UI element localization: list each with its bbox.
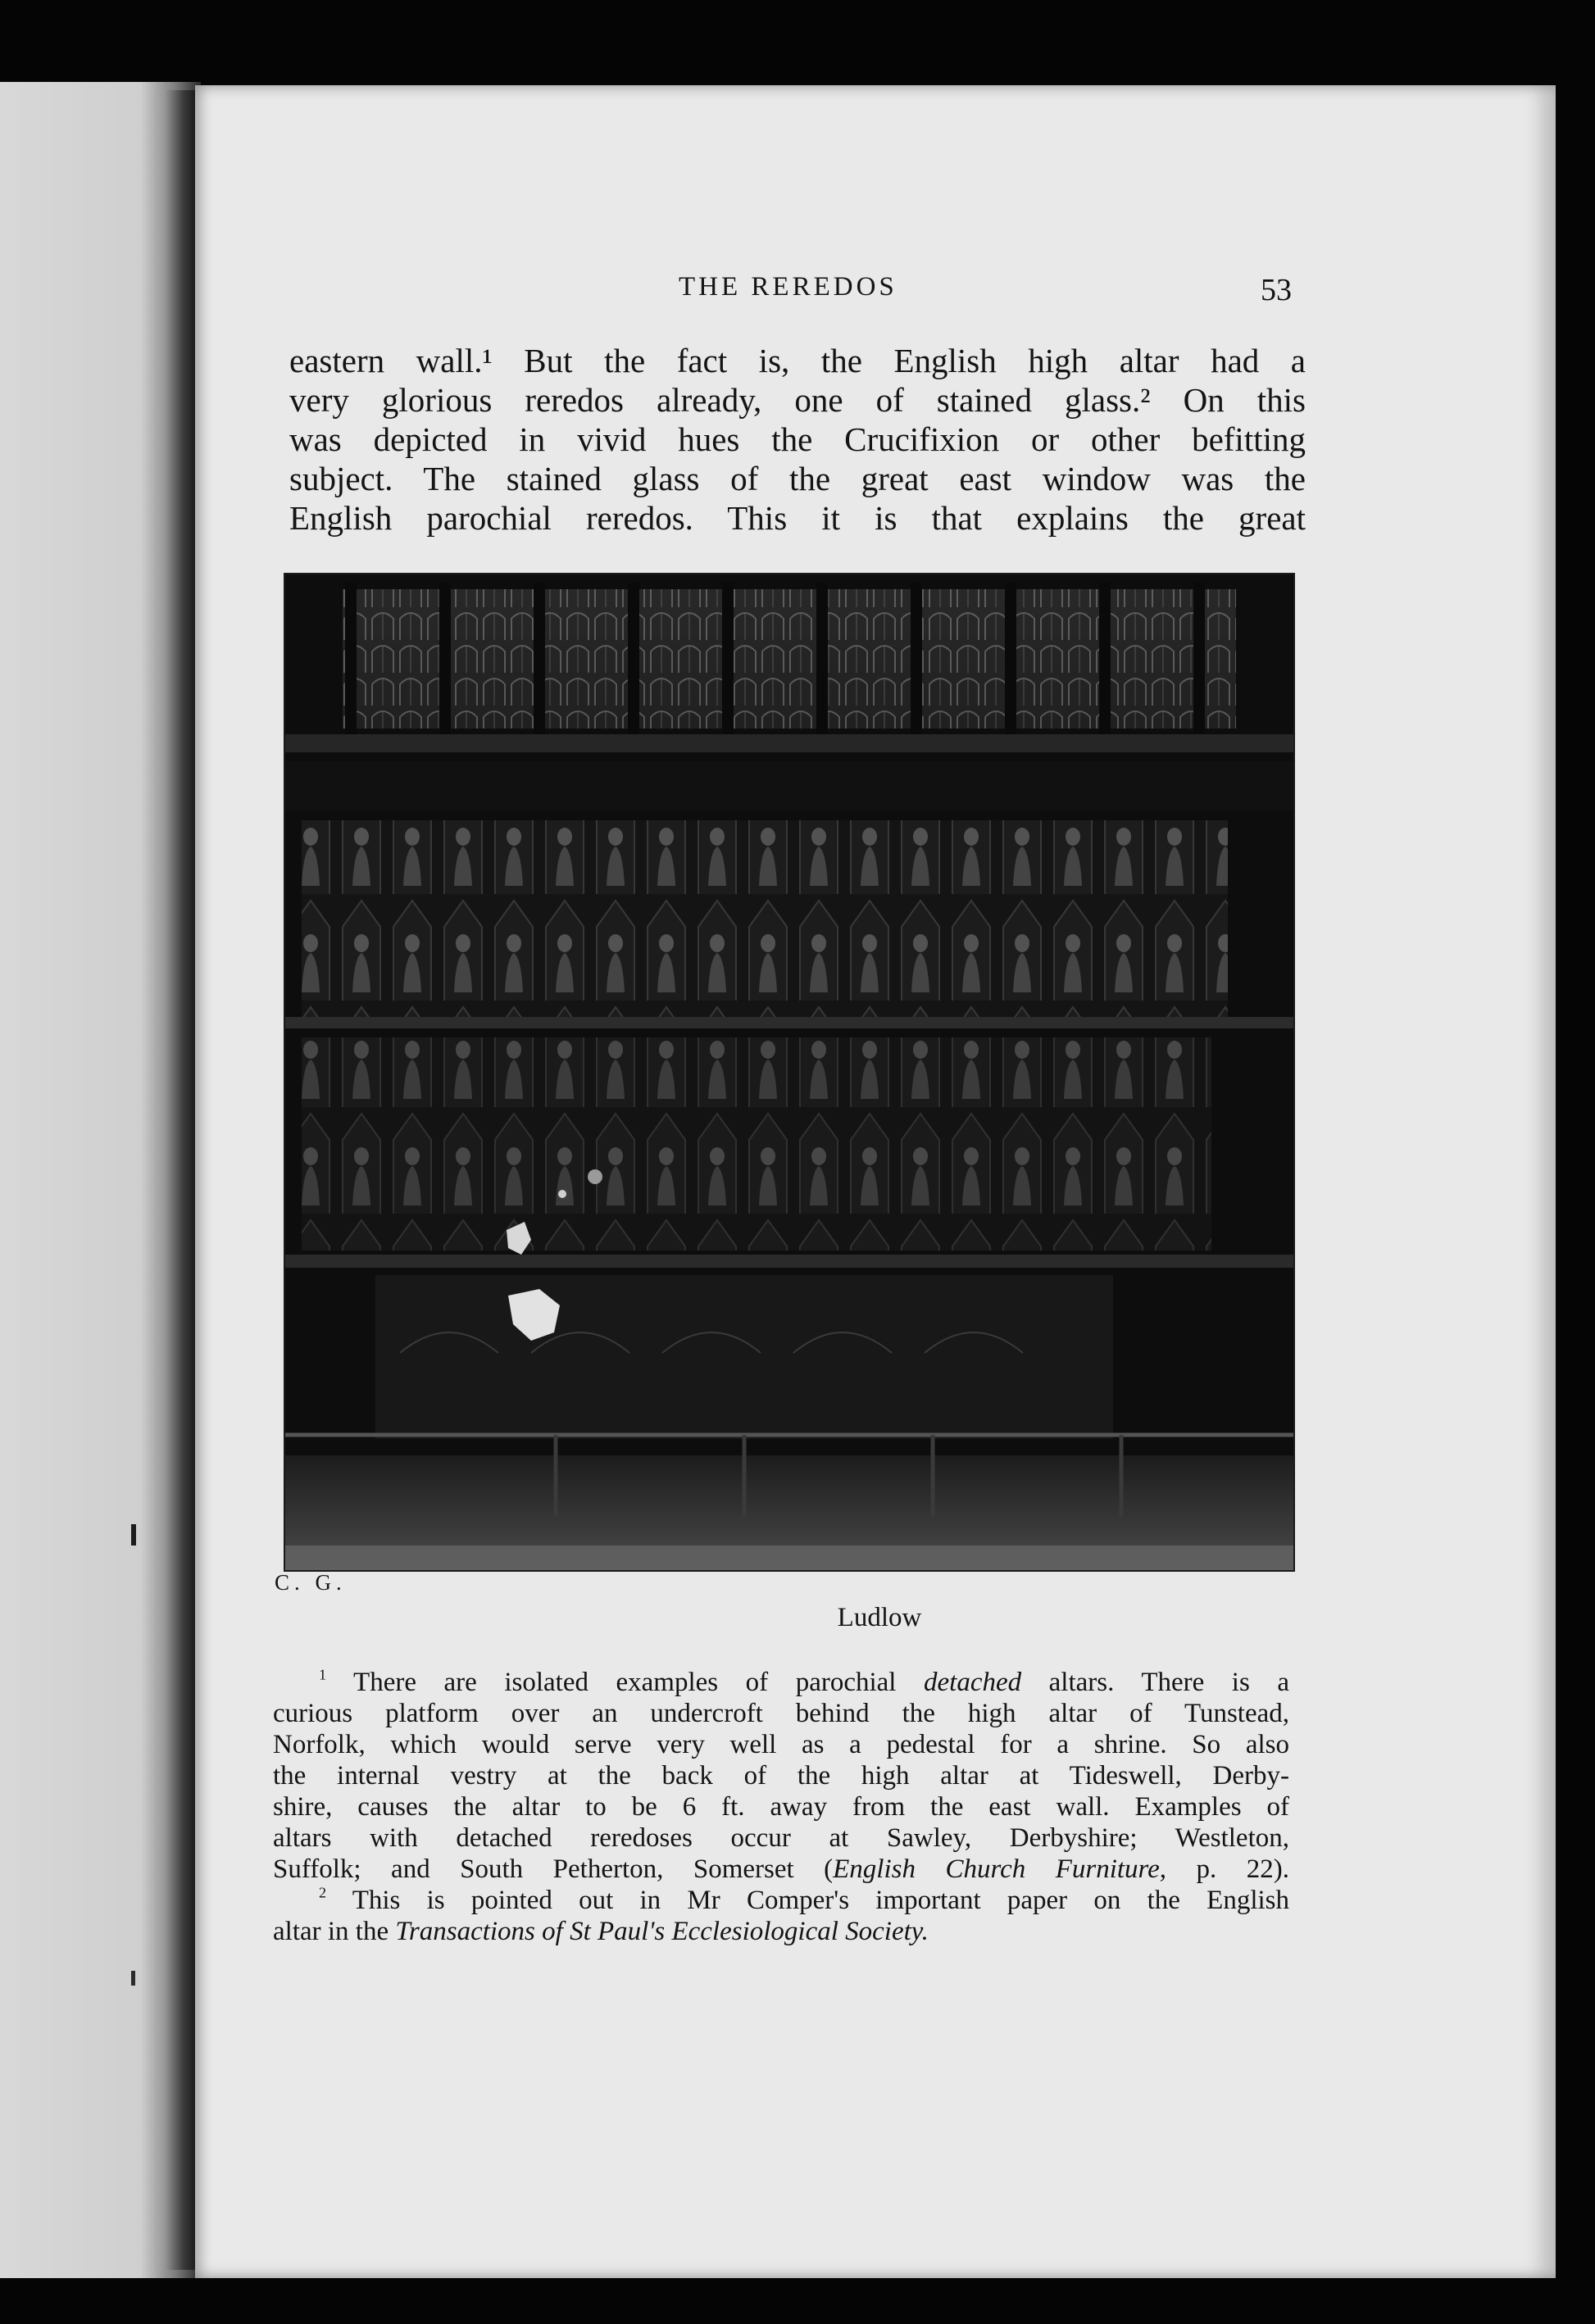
body-line: subject. The stained glass of the great east window was the — [289, 460, 1306, 497]
body-line: eastern wall.¹ But the fact is, the English high altar had a — [289, 342, 1306, 379]
photo-credit: C. G. — [275, 1570, 347, 1595]
margin-mark — [131, 1971, 135, 1986]
body-line: was depicted in vivid hues the Crucifixion or other befitting — [289, 420, 1306, 458]
book-gutter — [164, 90, 197, 2270]
book-page — [195, 85, 1556, 2278]
footnote-1-line: altars with detached reredoses occur at Sawley, Derbyshire; Westleton, — [273, 1823, 1289, 1853]
page-number: 53 — [1261, 273, 1292, 307]
body-line: English parochial reredos. This it is that explains the great — [289, 499, 1306, 537]
footnote-2-line: $^2$ This is pointed out in Mr Comper's important paper on the English — [319, 1884, 1289, 1915]
footnote-marker: 1 — [319, 1666, 327, 1683]
footnote-1-line: Norfolk, which would serve very well as a pedestal for a shrine. So also — [273, 1730, 1289, 1759]
footnote-1-line: the internal vestry at the back of the high altar at Tideswell, Derby- — [273, 1761, 1289, 1791]
footnote-marker: 2 — [319, 1884, 327, 1901]
reredos-photograph — [284, 573, 1295, 1572]
footnotes — [273, 1667, 1289, 1947]
running-head: THE REREDOS — [679, 272, 897, 302]
footnote-1-line: Suffolk; and South Petherton, Somerset (English Church Furniture, p. 22). — [273, 1854, 1289, 1884]
footnote-1-line: shire, causes the altar to be 6 ft. away from the east wall. Examples of — [273, 1792, 1289, 1822]
footnote-1-line: curious platform over an undercroft behind the high altar of Tunstead, — [273, 1699, 1289, 1728]
photograph-illustration — [285, 574, 1293, 1570]
body-line: very glorious reredos already, one of stained glass.² On this — [289, 381, 1306, 419]
margin-mark — [131, 1524, 136, 1546]
footnote-2-line: altar in the Transactions of St Paul's Ecclesiological Society. — [273, 1917, 929, 1946]
plate-caption: Ludlow — [837, 1603, 922, 1632]
footnote-1-line: $^1$ There are isolated examples of parochial detached altars. There is a — [319, 1666, 1289, 1697]
body-paragraph — [289, 341, 1306, 538]
